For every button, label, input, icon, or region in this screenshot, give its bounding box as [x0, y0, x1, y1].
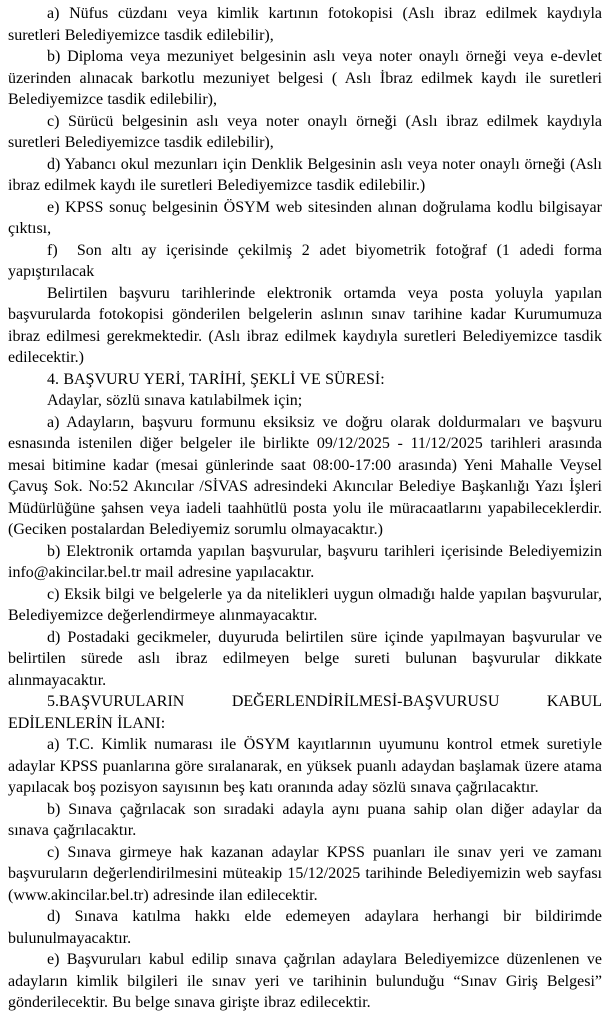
section-5-heading: 5.BAŞVURULARIN DEĞERLENDİRİLMESİ-BAŞVURUSU KABUL EDİLENLERİN İLANI:: [8, 693, 602, 732]
paragraph-item-4d-postal-delay: d) Postadaki gecikmeler, duyuruda belirtilen süre içinde yapılmayan başvurular ve belirtilen sürede aslı ibraz edilmeyen belge sureti bulunan başvurular dikkate alınmayacaktır.: [8, 628, 602, 689]
paragraph-item-f-photos: f) Son altı ay içerisinde çekilmiş 2 adet biyometrik fotoğraf (1 adedi forma yapıştırılacak: [8, 241, 602, 280]
paragraph-note-original-docs: Belirtilen başvuru tarihlerinde elektronik ortamda veya posta yoluyla yapılan başvurularda fotokopisi gönderilen belgelerin aslının sınav tarihine kadar Kurumumuza ibraz edilmesi gerekmektedir. (Aslı ibraz edilmek kaydıyla suretleri Belediyemizce tasdik edilecektir.): [8, 284, 602, 366]
paragraph-item-d-denklik: d) Yabancı okul mezunları için Denklik Belgesinin aslı veya noter onaylı örneği (Aslı ibraz edilmek kaydı ile suretleri Belediyemizce tasdik edilebilir.): [8, 155, 602, 194]
paragraph-item-4a-application: a) Adayların, başvuru formunu eksiksiz ve doğru olarak doldurmaları ve başvuru esnasında istenilen diğer belgeler ile birlikte 09/12/2025 - 11/12/2025 tarihleri arasında mesai bitimine kadar (mesai günlerinde saat 08:00-17:00 arasında) Yeni Mahalle Veysel Çavuş Sok. No:52 Akıncılar /SİVAS adresindeki Akıncılar Belediye Başkanlığı Yazı İşleri Müdürlüğüne şahsen veya iadeli taahhütlü posta yolu ile müracaatlarını yapabileceklerdir. (Geciken postalardan Belediyemiz sorumlu olmayacaktır.): [8, 413, 602, 538]
paragraph-item-e-kpss-output: e) KPSS sonuç belgesinin ÖSYM web sitesinden alınan doğrulama kodlu bilgisayar çıktısı,: [8, 198, 602, 237]
paragraph-item-5e-entry-doc: e) Başvuruları kabul edilip sınava çağrılan adaylara Belediyemizce düzenlenen ve adayların kimlik bilgileri ile sınav yeri ve tarihinin bulunduğu “Sınav Giriş Belgesi” gönderilecektir. Bu belge sınava girişte ibraz edilecektir.: [8, 951, 602, 1011]
paragraph-item-5a-ranking: a) T.C. Kimlik numarası ile ÖSYM kayıtlarının uyumunu kontrol etmek suretiyle adaylar KPSS puanlarına göre sıralanarak, en yüksek puanlı adaydan başlamak üzere atama yapılacak boş pozisyon sayısının beş katı oranında aday sözlü sınava çağrılacaktır.: [8, 736, 602, 796]
paragraph-item-b-diploma: b) Diploma veya mezuniyet belgesinin aslı veya noter onaylı örneği veya e-devlet üzerinden alınacak barkotlu mezuniyet belgesi ( Aslı İbraz edilmek kaydı ile suretleri Belediyemizce tasdik edilebilir),: [8, 48, 602, 108]
paragraph-item-c-driver-license: c) Sürücü belgesinin aslı veya noter onaylı örneği (Aslı ibraz edilmek kaydıyla suretleri Belediyemizce tasdik edilebilir),: [8, 112, 602, 151]
paragraph-intro-adaylar: Adaylar, sözlü sınava katılabilmek için;: [47, 392, 303, 409]
section-4-heading: 4. BAŞVURU YERİ, TARİHİ, ŞEKLİ VE SÜRESİ:: [47, 370, 385, 388]
paragraph-item-a-id-copy: a) Nüfus cüzdanı veya kimlik kartının fotokopisi (Aslı ibraz edilmek kaydıyla suretleri Belediyemizce tasdik edilebilir),: [8, 5, 602, 44]
paragraph-item-4b-electronic: b) Elektronik ortamda yapılan başvurular, başvuru tarihleri içerisinde Belediyemizin info@akincilar.bel.tr mail adresine yapılacaktır.: [8, 542, 602, 581]
paragraph-item-5b-same-score: b) Sınava çağrılacak son sıradaki adayla aynı puana sahip olan diğer adaylar da sınava çağrılacaktır.: [8, 800, 602, 839]
paragraph-item-5d-no-notice: d) Sınava katılma hakkı elde edemeyen adaylara herhangi bir bildirimde bulunulmayacaktır.: [8, 908, 602, 947]
paragraph-item-5c-announcement: c) Sınava girmeye hak kazanan adaylar KPSS puanları ile sınav yeri ve zamanı başvuruların değerlendirilmesini müteakip 15/12/2025 tarihinde Belediyemizin web sayfası (www.akincilar.bel.tr) adresinde ilan edilecektir.: [8, 843, 602, 904]
paragraph-item-4c-incomplete: c) Eksik bilgi ve belgelerle ya da nitelikleri uygun olmadığı halde yapılan başvurular, Belediyemizce değerlendirmeye alınmayacaktır.: [8, 585, 602, 624]
